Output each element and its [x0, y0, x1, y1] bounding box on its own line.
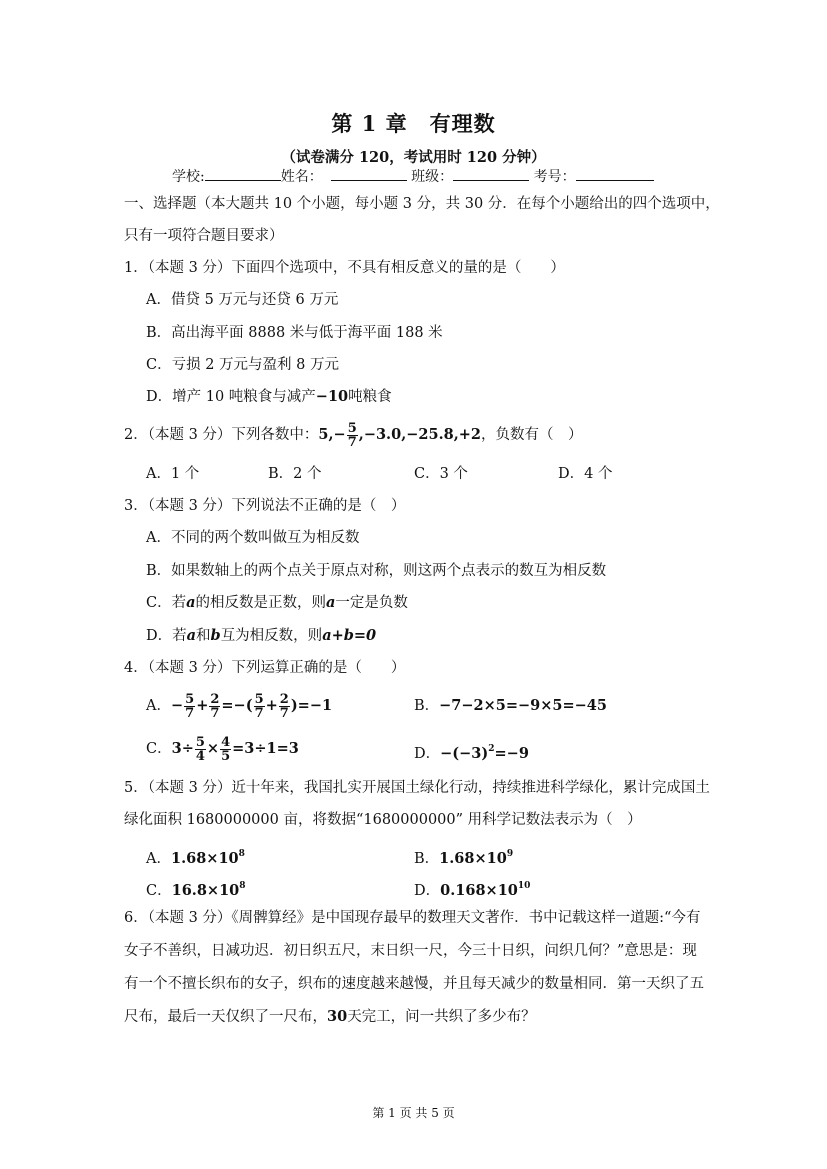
- a-fraction-1: [184, 693, 195, 720]
- a-math-2: +: [196, 697, 209, 714]
- question-6-line4: [124, 1007, 536, 1027]
- d-text-1: D．若: [146, 628, 187, 644]
- c-math-2: ×: [206, 740, 220, 757]
- fraction-numerator: 2: [210, 691, 220, 707]
- question-2-option-b: B．2 个: [268, 466, 322, 482]
- question-6-line3: 有一个不擅长织布的女子，织布的速度越来越慢，并且每天减少的数量相同．第一天织了五: [124, 976, 704, 992]
- exam-no-blank[interactable]: [576, 166, 654, 181]
- option-d-text: D．增产 10 吨粮食与减产: [146, 389, 316, 405]
- a-fraction-4: [279, 693, 290, 720]
- a-math-5: )=−1: [290, 697, 333, 714]
- name-label: 姓名：: [280, 169, 323, 185]
- question-1-option-c: C．亏损 2 万元与盈利 8 万元: [146, 357, 339, 373]
- a-math-3: =−(: [221, 697, 253, 714]
- b-label: B．: [414, 698, 440, 714]
- question-1-option-d: [146, 387, 392, 407]
- question-5-option-a: [146, 844, 245, 869]
- exam-subtitle: （试卷满分 120，考试用时 120 分钟）: [281, 149, 546, 166]
- question-4-option-a: [146, 688, 332, 724]
- d-math-2: =−9: [494, 745, 529, 762]
- d-label: D．: [414, 883, 441, 899]
- school-blank[interactable]: [205, 166, 281, 181]
- c-label: C．: [146, 741, 172, 757]
- school-label: 学校:: [172, 169, 205, 185]
- a-math-4: +: [265, 697, 278, 714]
- fraction-denominator: 7: [185, 705, 195, 721]
- line4-text-1: 尺布，最后一天仅织了一尺布，: [124, 1009, 327, 1025]
- question-6-line2: 女子不善织，日减功迟．初日织五尺，末日织一尺，今三十日织，问织几何？”意思是：现: [124, 943, 697, 959]
- d-text-3: 互为相反数，则: [220, 628, 323, 644]
- question-1-option-b: B．高出海平面 8888 米与低于海平面 188 米: [146, 325, 443, 341]
- c-base: 16.8×10: [171, 882, 240, 899]
- fraction-denominator: 7: [347, 434, 357, 450]
- fraction-denominator: 7: [210, 705, 220, 721]
- d-exponent: 2: [488, 744, 495, 754]
- class-blank[interactable]: [453, 166, 529, 181]
- a-exponent: 8: [238, 849, 245, 859]
- q2-math-2: ,−3.0,−25.8,+2: [358, 426, 481, 443]
- question-1-option-a: A．借贷 5 万元与还贷 6 万元: [146, 292, 339, 308]
- a-label: A．: [146, 698, 171, 714]
- d-math-1: −(−3): [440, 745, 489, 762]
- a-math-1: −: [170, 697, 184, 714]
- d-label: D．: [414, 746, 441, 762]
- d-var-a: a: [186, 627, 197, 644]
- section-heading-line1: 一、选择题（本大题共 10 个小题，每小题 3 分，共 30 分．在每个小题给出的四个选项中，: [124, 196, 720, 212]
- fraction-numerator: 5: [195, 734, 205, 750]
- question-5-option-c: [146, 876, 246, 901]
- option-d-math: −10: [315, 388, 349, 405]
- c-math-3: =3÷1=3: [232, 740, 299, 757]
- question-3-stem: 3．（本题 3 分）下列说法不正确的是（ ）: [124, 498, 406, 514]
- name-blank[interactable]: [331, 166, 407, 181]
- q2-fraction: [347, 422, 358, 449]
- question-5-option-b: [414, 844, 513, 869]
- student-info-line: [172, 166, 654, 186]
- question-3-option-b: B．如果数轴上的两个点关于原点对称，则这两个点表示的数互为相反数: [146, 563, 607, 579]
- line4-number: 30: [327, 1008, 348, 1025]
- section-heading-line2: 只有一项符合题目要求）: [124, 228, 284, 244]
- c-text-1: C．若: [146, 595, 187, 611]
- d-var-b: b: [210, 627, 221, 644]
- question-3-option-a: A．不同的两个数叫做互为相反数: [146, 530, 360, 546]
- fraction-denominator: 7: [254, 705, 264, 721]
- c-fraction-1: [195, 736, 206, 763]
- question-2-option-c: C．3 个: [414, 466, 468, 482]
- page-footer: 第 1 页 共 5 页: [372, 1106, 455, 1120]
- exam-no-label: 考号：: [533, 169, 576, 185]
- fraction-numerator: 4: [221, 734, 231, 750]
- line4-text-2: 天完工，问一共织了多少布？: [347, 1009, 536, 1025]
- q2-suffix: ，负数有（ ）: [481, 427, 583, 443]
- q2-prefix: 2．（本题 3 分）下列各数中：: [124, 427, 319, 443]
- fraction-denominator: 5: [221, 748, 231, 764]
- b-expression: −7−2×5=−9×5=−45: [439, 697, 607, 714]
- b-exponent: 9: [506, 849, 514, 859]
- option-d-suffix: 吨粮食: [348, 389, 392, 405]
- a-fraction-3: [254, 693, 265, 720]
- question-5-line2: 绿化面积 1680000000 亩，将数据“1680000000” 用科学记数法表示为（ ）: [124, 812, 642, 828]
- d-text-2: 和: [196, 628, 211, 644]
- class-label: 班级：: [411, 169, 454, 185]
- c-var-a-2: a: [326, 594, 336, 611]
- question-1-stem: 1．（本题 3 分）下面四个选项中，不具有相反意义的量的是（ ）: [124, 260, 565, 276]
- fraction-denominator: 7: [279, 705, 289, 721]
- question-3-option-c: [146, 593, 408, 613]
- question-2-option-a: A．1 个: [146, 466, 200, 482]
- c-exponent: 8: [239, 881, 246, 891]
- fraction-numerator: 5: [347, 420, 357, 436]
- fraction-denominator: 4: [195, 748, 205, 764]
- question-4-stem: 4．（本题 3 分）下列运算正确的是（ ）: [124, 660, 406, 676]
- c-text-3: 一定是负数: [335, 595, 408, 611]
- fraction-numerator: 5: [185, 691, 195, 707]
- question-5-line1: 5．（本题 3 分）近十年来，我国扎实开展国土绿化行动，持续推进科学绿化，累计完成国土: [124, 780, 710, 796]
- a-fraction-2: [209, 693, 220, 720]
- question-3-option-d: [146, 626, 376, 646]
- question-4-option-d: [414, 739, 529, 764]
- fraction-numerator: 5: [254, 691, 264, 707]
- a-base: 1.68×10: [170, 850, 239, 867]
- question-4-option-b: [414, 696, 607, 716]
- b-label: B．: [414, 851, 440, 867]
- question-4-option-c: [146, 731, 299, 767]
- q2-math-1: 5,−: [318, 426, 346, 443]
- c-text-2: 的相反数是正数，则: [195, 595, 327, 611]
- a-label: A．: [146, 851, 171, 867]
- question-2-stem: [124, 418, 583, 452]
- d-expression: a+b=0: [322, 627, 377, 644]
- c-math-1: 3÷: [171, 740, 194, 757]
- d-base: 0.168×10: [440, 882, 518, 899]
- b-base: 1.68×10: [439, 850, 507, 867]
- question-6-line1: 6．（本题 3 分）《周髀算经》是中国现存最早的数理天文著作．书中记载这样一道题:“今有: [124, 910, 701, 926]
- c-var-a: a: [186, 594, 196, 611]
- question-2-option-d: D．4 个: [558, 466, 613, 482]
- question-5-option-d: [414, 876, 530, 901]
- fraction-numerator: 2: [279, 691, 289, 707]
- c-fraction-2: [220, 736, 231, 763]
- page-title: 第 1 章 有理数: [331, 111, 496, 136]
- d-exponent: 10: [517, 881, 531, 891]
- c-label: C．: [146, 883, 172, 899]
